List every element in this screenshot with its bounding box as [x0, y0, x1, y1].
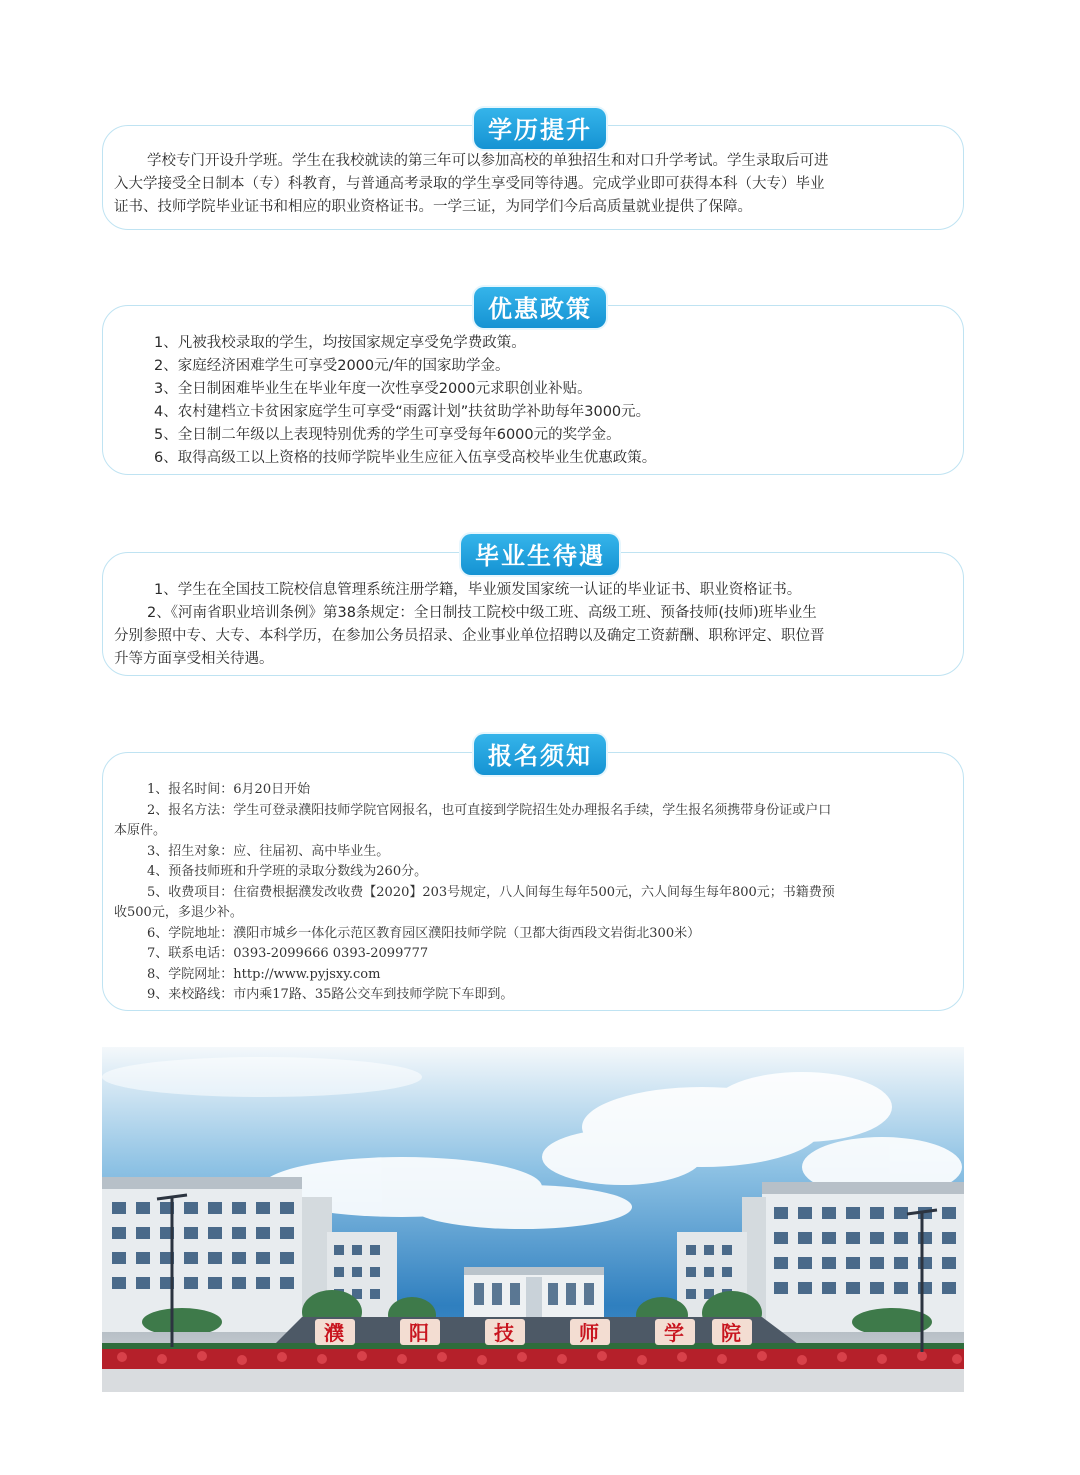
- policy-item: 4、农村建档立卡贫困家庭学生可享受“雨露计划”扶贫助学补助每年3000元。: [154, 404, 651, 420]
- registration-item: 2、报名方法：学生可登录濮阳技师学院官网报名，也可直接到学院招生处办理报名手续，学生报名须携带身份证或户口: [147, 802, 832, 818]
- campus-illustration: [102, 1047, 964, 1392]
- banner-char: 院: [721, 1321, 741, 1345]
- banner-char: 阳: [409, 1321, 429, 1345]
- registration-item: 3、招生对象：应、往届初、高中毕业生。: [147, 843, 390, 859]
- graduate-item: 1、学生在全国技工院校信息管理系统注册学籍，毕业颁发国家统一认证的毕业证书、职业资格证书。: [154, 582, 802, 598]
- education-text: [114, 150, 954, 219]
- central-building: [464, 1267, 604, 1322]
- graduate-item: 分别参照中专、大专、本科学历，在参加公务员招录、企业事业单位招聘以及确定工资薪酬、职称评定、职位晋: [114, 628, 825, 644]
- education-line: 学校专门开设升学班。学生在我校就读的第三年可以参加高校的单独招生和对口升学考试。学生录取后可进: [147, 153, 829, 169]
- registration-item: 8、学院网址：http://www.pyjsxy.com: [147, 966, 381, 982]
- policy-item: 3、全日制困难毕业生在毕业年度一次性享受2000元求职创业补贴。: [154, 381, 592, 397]
- graduate-title: 毕业生待遇: [461, 534, 619, 575]
- registration-item: 9、来校路线：市内乘17路、35路公交车到技师学院下车即到。: [147, 987, 514, 1002]
- flower-beds: [102, 1343, 964, 1392]
- graduate-text: [114, 579, 954, 671]
- registration-item: 6、学院地址：濮阳市城乡一体化示范区教育园区濮阳技师学院（卫都大街西段文岩街北300米）: [147, 925, 701, 941]
- policy-title: 优惠政策: [474, 287, 606, 328]
- education-line: 入大学接受全日制本（专）科教育，与普通高考录取的学生享受同等待遇。完成学业即可获得本科（大专）毕业: [114, 176, 825, 192]
- education-line: 证书、技师学院毕业证书和相应的职业资格证书。一学三证，为同学们今后高质量就业提供了保障。: [114, 199, 752, 215]
- policy-item: 5、全日制二年级以上表现特别优秀的学生可享受每年6000元的奖学金。: [154, 427, 621, 443]
- registration-item: 收500元，多退少补。: [114, 905, 243, 920]
- banner-char: 技: [494, 1321, 514, 1345]
- policy-list: [114, 332, 954, 470]
- banner-char: 濮: [324, 1321, 344, 1345]
- registration-item: 本原件。: [114, 823, 167, 838]
- registration-item: 7、联系电话：0393-2099666 0393-2099777: [147, 946, 429, 961]
- graduate-item: 2、《河南省职业培训条例》第38条规定：全日制技工院校中级工班、高级工班、预备技师(技师)班毕业生: [147, 605, 817, 621]
- registration-title: 报名须知: [474, 734, 606, 775]
- banner-char: 学: [664, 1321, 684, 1345]
- policy-item: 6、取得高级工以上资格的技师学院毕业生应征入伍享受高校毕业生优惠政策。: [154, 450, 657, 466]
- registration-item: 4、预备技师班和升学班的录取分数线为260分。: [147, 864, 428, 879]
- policy-item: 2、家庭经济困难学生可享受2000元/年的国家助学金。: [154, 358, 510, 374]
- campus-photo: [102, 1047, 964, 1392]
- banner-char: 师: [579, 1321, 599, 1345]
- policy-item: 1、凡被我校录取的学生，均按国家规定享受免学费政策。: [154, 335, 526, 351]
- education-title: 学历提升: [474, 108, 606, 149]
- graduate-item: 升等方面享受相关待遇。: [114, 651, 274, 667]
- registration-item: 1、报名时间：6月20日开始: [147, 782, 311, 797]
- registration-list: [114, 780, 954, 1006]
- registration-item: 5、收费项目：住宿费根据濮发改收费【2020】203号规定，八人间每生每年500元，六人间每生每年800元；书籍费预: [147, 884, 835, 900]
